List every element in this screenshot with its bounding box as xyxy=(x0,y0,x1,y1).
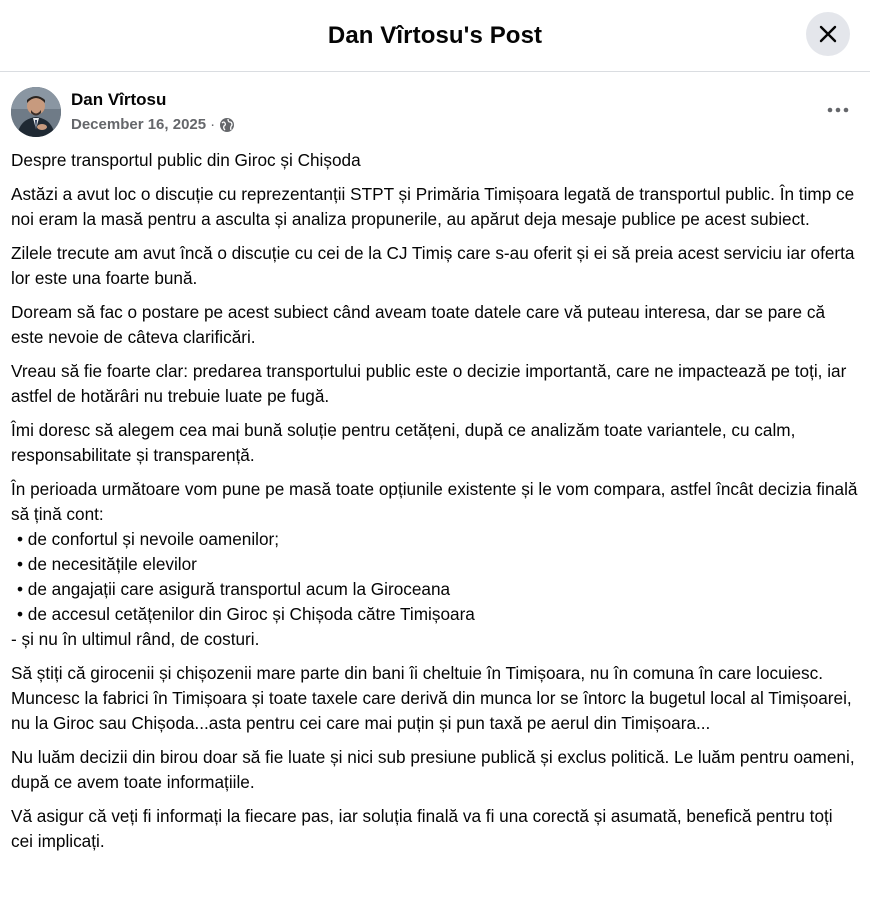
list-item: • de angajații care asigură transportul acum la Giroceana xyxy=(17,579,451,599)
post-paragraph: Astăzi a avut loc o discuție cu reprezentanții STPT și Primăria Timișoara legată de transportul public. În timp ce noi eram la masă pentru a asculta și analiza propunerile, au apărut deja mesaje publice pe acest subiect. xyxy=(11,184,855,229)
more-options-button[interactable] xyxy=(820,98,856,122)
more-icon xyxy=(826,106,850,114)
post-paragraph: Zilele trecute am avut încă o discuție cu cei de la CJ Timiș care s-au oferit și ei să preia acest serviciu iar oferta lor este una foarte bună. xyxy=(11,243,855,288)
avatar[interactable] xyxy=(11,87,61,137)
post-list-paragraph xyxy=(11,477,859,652)
close-icon xyxy=(818,24,838,44)
post-body xyxy=(0,138,870,854)
close-button[interactable] xyxy=(806,12,850,56)
list-outro: - și nu în ultimul rând, de costuri. xyxy=(11,629,260,649)
dialog-header xyxy=(0,0,870,72)
globe-icon[interactable] xyxy=(219,117,235,133)
post-date[interactable]: December 16, 2025 xyxy=(71,116,207,133)
post-meta xyxy=(71,116,235,133)
post-paragraph: Despre transportul public din Giroc și Chișoda xyxy=(11,150,361,170)
post-header xyxy=(0,72,870,138)
post-paragraph: Nu luăm decizii din birou doar să fie luate și nici sub presiune publică și exclus politică. Le luăm pentru oameni, după ce avem toate informațiile. xyxy=(11,747,855,792)
post-paragraph: Vă asigur că veți fi informați la fiecare pas, iar soluția finală va fi una corectă și asumată, benefică pentru toți cei implicați. xyxy=(11,806,833,851)
meta-separator: · xyxy=(210,116,216,133)
author-name[interactable]: Dan Vîrtosu xyxy=(71,90,167,109)
post-paragraph: Să știți că girocenii și chișozenii mare parte din bani îi cheltuie în Timișoara, nu în comuna în care locuiesc. Muncesc la fabrici în Timișoara și toate taxele care derivă din munca lor se întorc la bugetul local al Timișoarei, nu la Giroc sau Chișoda...asta pentru cei care mai puțin și pun taxă pe aerul din Timișoara... xyxy=(11,663,852,733)
list-item: • de confortul și nevoile oamenilor; xyxy=(17,529,280,549)
post-paragraph: Vreau să fie foarte clar: predarea transportului public este o decizie importantă, care ne impactează pe toți, iar astfel de hotărâri nu trebuie luate pe fugă. xyxy=(11,361,847,406)
list-intro: În perioada următoare vom pune pe masă toate opțiunile existente și le vom compara, astfel încât decizia finală să țină cont: xyxy=(11,479,858,524)
list-item: • de accesul cetățenilor din Giroc și Chișoda către Timișoara xyxy=(17,604,475,624)
dialog-title: Dan Vîrtosu's Post xyxy=(327,21,543,49)
post-paragraph: Doream să fac o postare pe acest subiect când aveam toate datele care vă puteau interesa, dar se pare că este nevoie de câteva clarificări. xyxy=(11,302,826,347)
list-item: • de necesitățile elevilor xyxy=(17,554,197,574)
post-paragraph: Îmi doresc să alegem cea mai bună soluție pentru cetățeni, după ce analizăm toate variantele, cu calm, responsabilitate și transparență. xyxy=(11,420,796,465)
